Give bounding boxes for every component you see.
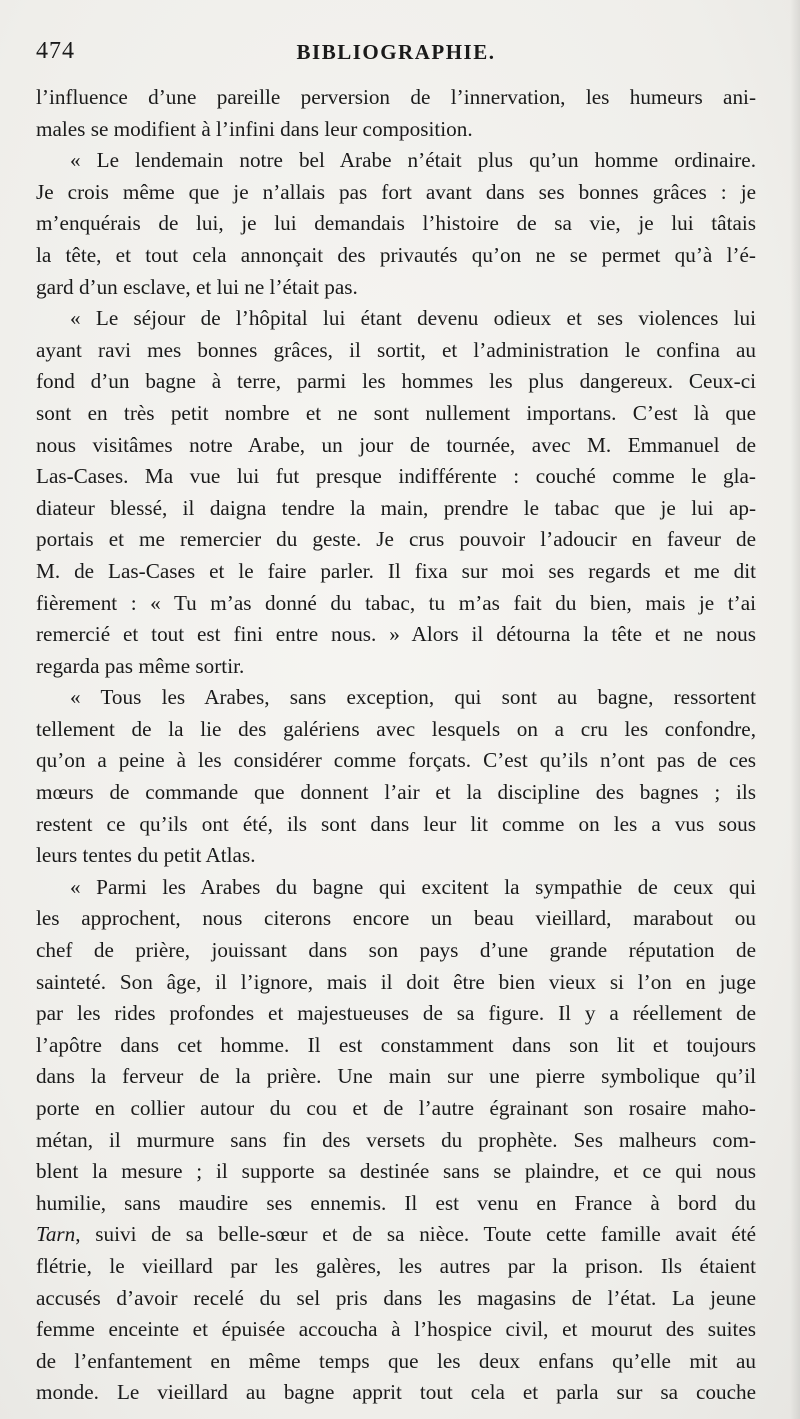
text-line: nous visitâmes notre Arabe, un jour de tournée, avec M. Emmanuel de <box>36 432 756 457</box>
text-line: porte en collier autour du cou et de l’autre égrainant son rosaire maho- <box>36 1096 756 1120</box>
text-line: regarda pas même sortir. <box>36 653 245 678</box>
text-line: Tarn, suivi de sa belle-sœur et de sa nièce. Toute cette famille avait été <box>36 1222 756 1247</box>
italic-ship-name: Tarn <box>36 1222 76 1247</box>
text-line: fond d’un bagne à terre, parmi les hommes les plus dangereux. Ceux-ci <box>36 369 756 394</box>
text-line: males se modifient à l’infini dans leur composition. <box>36 116 473 141</box>
text-line: « Le séjour de l’hôpital lui étant devenu odieux et ses violences lui <box>70 306 756 331</box>
text-line: humilie, sans maudire ses ennemis. Il est venu en France à bord du <box>36 1190 756 1215</box>
text-line: « Le lendemain notre bel Arabe n’était plus qu’un homme ordinaire. <box>70 148 756 173</box>
page-header <box>36 38 756 78</box>
text-line: Las-Cases. Ma vue lui fut presque indifférente : couché comme le gla- <box>36 464 756 489</box>
text-line: femme enceinte et épuisée accoucha à l’hospice civil, et mourut des suites <box>36 1317 756 1342</box>
page-number: 474 <box>36 38 75 64</box>
text-line: ayant ravi mes bonnes grâces, il sortit, et l’administration le confina au <box>36 337 756 362</box>
text-line: tellement de la lie des galériens avec lesquels on a cru les confondre, <box>36 716 756 741</box>
text-line: remercié et tout est fini entre nous. » Alors il détourna la tête et ne nous <box>36 622 756 647</box>
text-line: les approchent, nous citerons encore un beau vieillard, marabout ou <box>36 906 756 931</box>
text-line: chef de prière, jouissant dans son pays d’une grande réputation de <box>36 938 756 963</box>
text-line: métan, il murmure sans fin des versets du prophète. Ses malheurs com- <box>36 1127 756 1152</box>
text-line: restent ce qu’ils ont été, ils sont dans leur lit comme on les a vus sous <box>36 811 756 836</box>
text-line: M. de Las-Cases et le faire parler. Il fixa sur moi ses regards et me dit <box>36 558 756 583</box>
text-line: leurs tentes du petit Atlas. <box>36 843 256 868</box>
text-line: mœurs de commande que donnent l’air et la discipline des bagnes ; ils <box>36 780 756 805</box>
body-text <box>36 82 756 1409</box>
text-line: diateur blessé, il daigna tendre la main, prendre le tabac que je lui ap- <box>36 495 756 520</box>
text-line: portais et me remercier du geste. Je crus pouvoir l’adoucir en faveur de <box>36 527 756 552</box>
text-line: l’apôtre dans cet homme. Il est constamment dans son lit et toujours <box>36 1032 756 1057</box>
text-line: « Parmi les Arabes du bagne qui excitent la sympathie de ceux qui <box>70 874 756 899</box>
text-line: fièrement : « Tu m’as donné du tabac, tu m’as fait du bien, mais je t’ai <box>36 590 756 615</box>
text-line: Je crois même que je n’allais pas fort avant dans ses bonnes grâces : je <box>36 179 756 204</box>
page-edge-shadow <box>790 0 800 1419</box>
text-line: par les rides profondes et majestueuses de sa figure. Il y a réellement de <box>36 1001 756 1026</box>
text-line: l’influence d’une pareille perversion de l’innervation, les humeurs ani- <box>36 85 756 109</box>
text-line: la tête, et tout cela annonçait des privautés qu’on ne se permet qu’à l’é- <box>36 242 756 267</box>
text-line: de l’enfantement en même temps que les deux enfans qu’elle mit au <box>36 1348 756 1373</box>
running-title: BIBLIOGRAPHIE. <box>296 40 496 64</box>
text-line: gard d’un esclave, et lui ne l’était pas. <box>36 274 358 299</box>
text-line: qu’on a peine à les considérer comme forçats. C’est qu’ils n’ont pas de ces <box>36 748 756 773</box>
text-line: blent la mesure ; il supporte sa destinée sans se plaindre, et ce qui nous <box>36 1159 756 1184</box>
text-line: flétrie, le vieillard par les galères, les autres par la prison. Ils étaient <box>36 1253 756 1278</box>
text-line: sainteté. Son âge, il l’ignore, mais il doit être bien vieux si l’on en juge <box>36 969 756 994</box>
text-line: m’enquérais de lui, je lui demandais l’histoire de sa vie, je lui tâtais <box>36 211 756 236</box>
text-line: sont en très petit nombre et ne sont nullement importans. C’est là que <box>36 400 756 425</box>
text-line: monde. Le vieillard au bagne apprit tout cela et parla sur sa couche <box>36 1380 756 1405</box>
text-line: accusés d’avoir recelé du sel pris dans les magasins de l’état. La jeune <box>36 1285 756 1310</box>
text-line: « Tous les Arabes, sans exception, qui sont au bagne, ressortent <box>70 685 756 710</box>
text-line: dans la ferveur de la prière. Une main sur une pierre symbolique qu’il <box>36 1064 756 1089</box>
